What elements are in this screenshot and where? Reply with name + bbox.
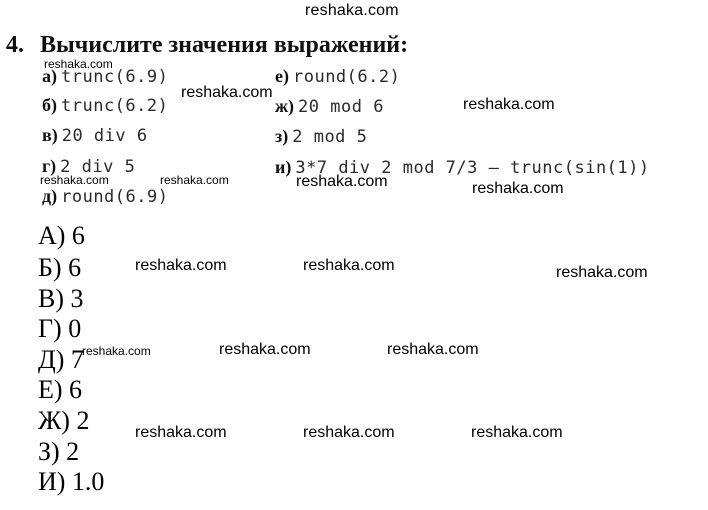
expression-v bbox=[42, 125, 148, 146]
watermark: reshaka.com bbox=[463, 96, 555, 113]
expression-letter: а) bbox=[42, 66, 57, 86]
expression-code: round(6.2) bbox=[292, 67, 401, 87]
task-number: 4. bbox=[6, 32, 24, 58]
expression-d bbox=[42, 186, 168, 207]
answer-e: Е) 6 bbox=[38, 375, 83, 404]
watermark: reshaka.com bbox=[296, 173, 388, 190]
answer-v: В) 3 bbox=[38, 284, 84, 313]
watermark: reshaka.com bbox=[82, 344, 151, 358]
expression-code: 20 mod 6 bbox=[298, 97, 384, 117]
expression-e bbox=[275, 66, 400, 87]
answer-z: З) 2 bbox=[38, 437, 80, 466]
watermark: reshaka.com bbox=[303, 257, 395, 274]
watermark: reshaka.com bbox=[219, 341, 311, 358]
watermark: reshaka.com bbox=[181, 84, 273, 101]
expression-z bbox=[275, 126, 367, 147]
watermark: reshaka.com bbox=[160, 173, 229, 187]
watermark: reshaka.com bbox=[472, 180, 564, 197]
expression-letter: в) bbox=[42, 125, 58, 145]
watermark: reshaka.com bbox=[556, 264, 648, 281]
watermark: reshaka.com bbox=[44, 57, 113, 71]
expression-zh bbox=[275, 96, 384, 117]
answer-g: Г) 0 bbox=[38, 314, 82, 343]
expression-code: 2 mod 5 bbox=[292, 127, 368, 147]
expression-letter: г) bbox=[42, 156, 57, 176]
task-title: Вычислите значения выражений: bbox=[40, 32, 409, 58]
watermark: reshaka.com bbox=[135, 257, 227, 274]
answer-d: Д) 7 bbox=[38, 345, 84, 374]
expression-code: round(6.9) bbox=[61, 187, 169, 207]
header-watermark: reshaka.com bbox=[305, 2, 399, 19]
watermark: reshaka.com bbox=[471, 424, 563, 441]
expression-code: trunc(6.2) bbox=[61, 96, 169, 116]
expression-letter: з) bbox=[275, 126, 289, 146]
expression-letter: и) bbox=[275, 157, 292, 177]
watermark: reshaka.com bbox=[387, 341, 479, 358]
expression-b bbox=[42, 95, 168, 116]
watermark: reshaka.com bbox=[303, 424, 395, 441]
expression-letter: е) bbox=[275, 66, 289, 86]
expression-letter: д) bbox=[42, 186, 58, 206]
expression-letter: ж) bbox=[275, 96, 295, 116]
answer-b: Б) 6 bbox=[38, 253, 82, 282]
watermark: reshaka.com bbox=[135, 424, 227, 441]
answer-a: А) 6 bbox=[38, 221, 85, 250]
answer-zh: Ж) 2 bbox=[38, 406, 90, 435]
expression-code: 2 div 5 bbox=[60, 157, 136, 177]
watermark: reshaka.com bbox=[40, 173, 109, 187]
expression-letter: б) bbox=[42, 95, 57, 115]
answer-i: И) 1.0 bbox=[38, 467, 105, 496]
expression-code: 20 div 6 bbox=[61, 126, 148, 146]
expression-code: trunc(6.9) bbox=[61, 67, 169, 87]
expression-code: 3*7 div 2 mod 7/3 — trunc(sin(1)) bbox=[295, 158, 650, 178]
